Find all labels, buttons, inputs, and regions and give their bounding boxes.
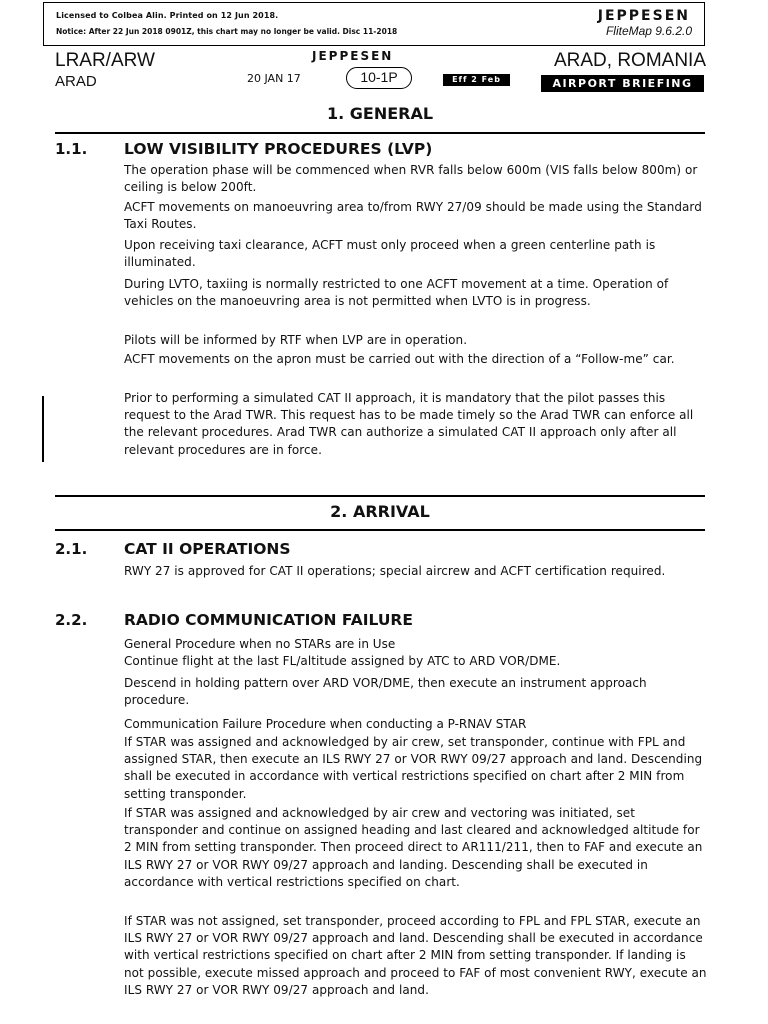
paragraph: The operation phase will be commenced when RVR falls below 600m (VIS falls below 800m) or ceiling is below 200ft. (124, 163, 698, 195)
chart-date: 20 JAN 17 (247, 72, 301, 85)
validity-notice: Notice: After 22 Jun 2018 0901Z, this chart may no longer be valid. Disc 11-2018 (56, 27, 398, 36)
paragraph: Upon receiving taxi clearance, ACFT must only proceed when a green centerline path is illuminated. (124, 238, 656, 270)
paragraph: Pilots will be informed by RTF when LVP are in operation. (124, 333, 468, 347)
airport-city: ARAD (55, 73, 97, 90)
paragraph: ACFT movements on manoeuvring area to/from RWY 27/09 should be made using the Standard Taxi Routes. (124, 200, 702, 232)
subsection-number: 2.1. (55, 540, 88, 558)
section-heading-arrival: 2. ARRIVAL (55, 495, 705, 531)
chart-type-badge: AIRPORT BRIEFING (541, 75, 704, 92)
paragraph: Continue flight at the last FL/altitude assigned by ATC to ARD VOR/DME. (124, 654, 561, 668)
section-heading-general: 1. GENERAL (55, 99, 705, 134)
jeppesen-logo: JEPPESEN (597, 8, 690, 24)
paragraph: If STAR was not assigned, set transponder, proceed according to FPL and FPL STAR, execute an ILS RWY 27 or VOR RWY 09/27 approach and land. Descending shall be executed in accordance with vertical restrictions specified on chart after 2 MIN from setting transponder. If landing is not possible, execute missed approach and proceed to FAF of most convenient RWY, execute an ILS RWY 27 or VOR RWY 09/27 approach and land. (124, 914, 707, 997)
effective-date-badge: Eff 2 Feb (443, 74, 510, 86)
paragraph: Descend in holding pattern over ARD VOR/DME, then execute an instrument approach procedure. (124, 676, 647, 708)
paragraph: If STAR was assigned and acknowledged by air crew, set transponder, continue with FPL and assigned STAR, then execute an ILS RWY 27 or VOR RWY 09/27 approach and land. Descending shall be executed in accordance with vertical restrictions specified on chart after 2 MIN from setting transponder. (124, 735, 703, 801)
license-box (43, 2, 705, 46)
paragraph: Prior to performing a simulated CAT II approach, it is mandatory that the pilot passes this request to the Arad TWR. This request has to be made timely so the Arad TWR can enforce all the relevant procedures. Arad TWR can authorize a simulated CAT II approach only after all relevant procedures are in force. (124, 391, 694, 457)
revision-change-bar (42, 396, 44, 462)
paragraph: RWY 27 is approved for CAT II operations; special aircrew and ACFT certification required. (124, 564, 666, 578)
subsection-title: RADIO COMMUNICATION FAILURE (124, 611, 413, 629)
chart-index: 10-1P (346, 67, 412, 89)
header-brand-logo: JEPPESEN (312, 49, 394, 63)
paragraph: During LVTO, taxiing is normally restricted to one ACFT movement at a time. Operation of vehicles on the manoeuvring area is not permitted when LVTO is in progress. (124, 277, 669, 309)
subsection-title: CAT II OPERATIONS (124, 540, 291, 558)
procedure-heading: Communication Failure Procedure when conducting a P-RNAV STAR (124, 717, 527, 731)
subsection-number: 1.1. (55, 140, 88, 158)
paragraph: If STAR was assigned and acknowledged by air crew and vectoring was initiated, set transponder and continue on assigned heading and last cleared and acknowledged altitude for 2 MIN from setting transponder. Then proceed direct to AR111/211, then to FAF and execute an ILS RWY 27 or VOR RWY 09/27 approach and landing. Descending shall be executed in accordance with vertical restrictions specified on chart. (124, 806, 703, 889)
subsection-number: 2.2. (55, 611, 88, 629)
procedure-heading: General Procedure when no STARs are in Use (124, 637, 396, 651)
subsection-title: LOW VISIBILITY PROCEDURES (LVP) (124, 140, 433, 158)
airport-location: ARAD, ROMANIA (553, 50, 706, 71)
paragraph: ACFT movements on the apron must be carried out with the direction of a “Follow-me” car. (124, 352, 675, 366)
product-version: FliteMap 9.6.2.0 (605, 24, 692, 38)
license-line: Licensed to Colbea Alin. Printed on 12 Jun 2018. (56, 11, 279, 20)
airport-identifier: LRAR/ARW (55, 50, 155, 71)
